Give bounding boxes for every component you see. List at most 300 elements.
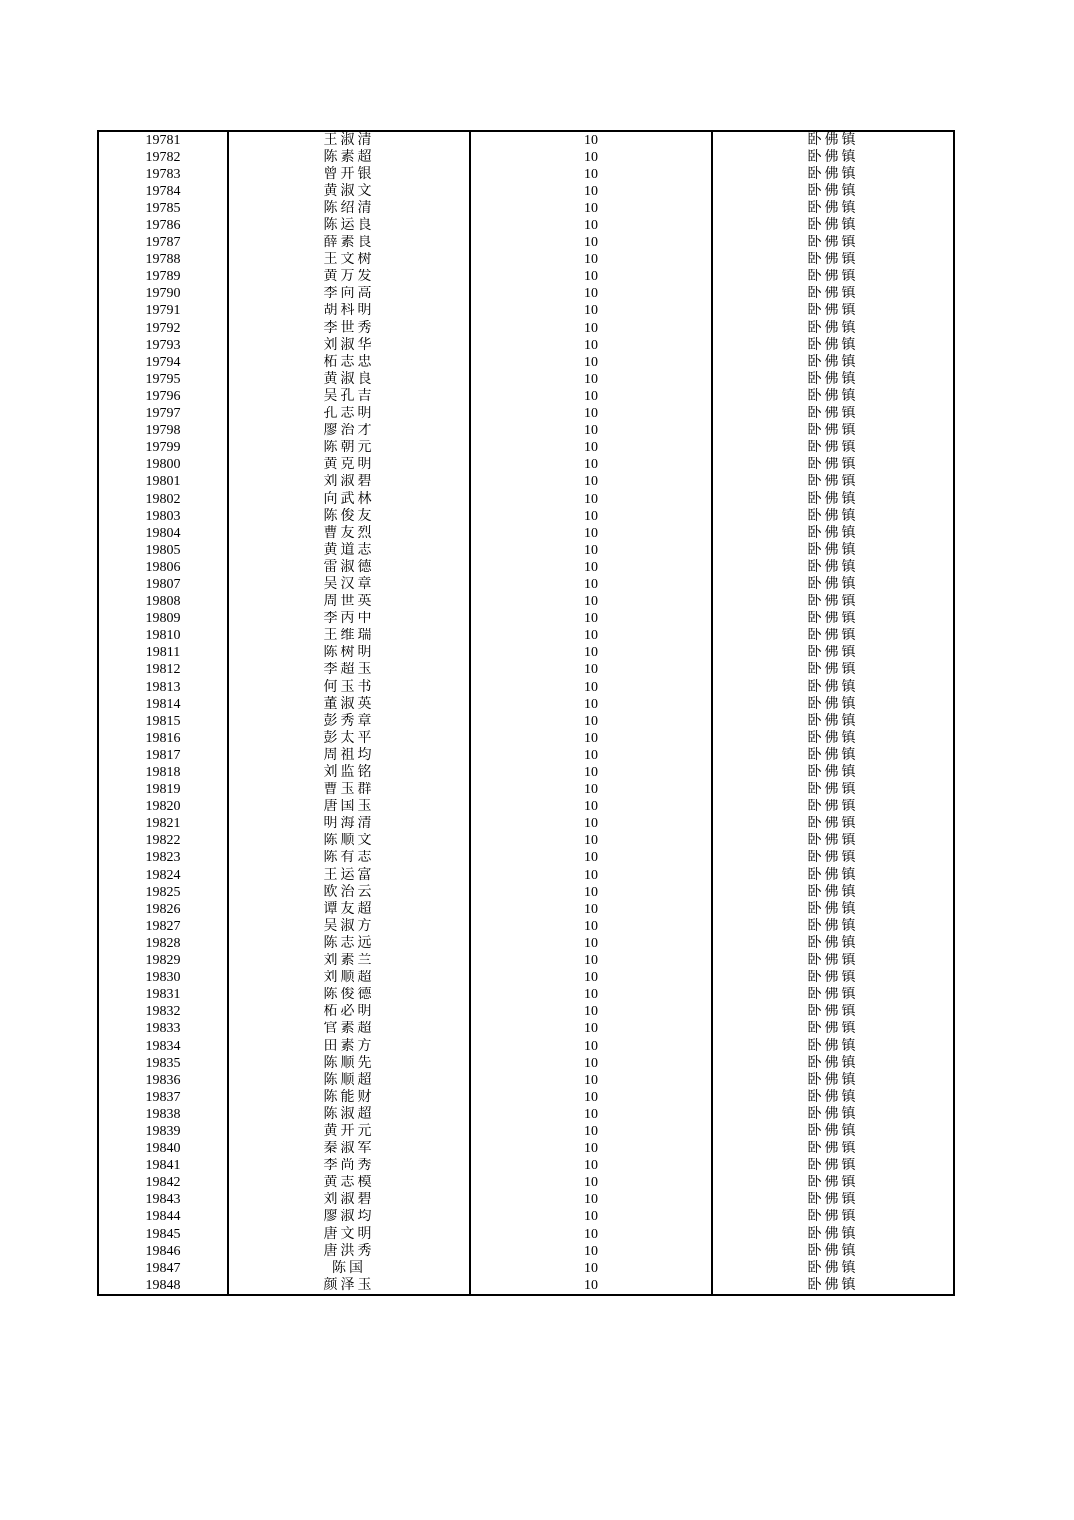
row-name-cell: 彭太平: [228, 730, 470, 747]
table-row: [98, 679, 954, 696]
row-name-cell: 胡科明: [228, 303, 470, 320]
row-id-cell: 19845: [98, 1226, 228, 1243]
row-amount-cell: 10: [470, 1226, 712, 1243]
table-row: [98, 611, 954, 628]
row-amount-cell: 10: [470, 474, 712, 491]
row-town-cell: 卧佛镇: [712, 542, 954, 559]
row-town-cell: 卧佛镇: [712, 1260, 954, 1277]
row-name-cell: 吴汉章: [228, 576, 470, 593]
row-id-cell: 19847: [98, 1260, 228, 1277]
row-town-cell: 卧佛镇: [712, 645, 954, 662]
row-town-cell: 卧佛镇: [712, 406, 954, 423]
row-id-cell: 19793: [98, 337, 228, 354]
row-name-cell: 雷淑德: [228, 559, 470, 576]
table-row: [98, 1055, 954, 1072]
row-id-cell: 19806: [98, 559, 228, 576]
row-town-cell: 卧佛镇: [712, 269, 954, 286]
row-name-cell: 陈顺先: [228, 1055, 470, 1072]
row-id-cell: 19823: [98, 850, 228, 867]
row-name-cell: 秦淑军: [228, 1141, 470, 1158]
table-row: [98, 406, 954, 423]
table-row: [98, 782, 954, 799]
row-amount-cell: 10: [470, 559, 712, 576]
row-name-cell: 谭友超: [228, 901, 470, 918]
row-name-cell: 李向高: [228, 286, 470, 303]
table-row: [98, 1226, 954, 1243]
table-row: [98, 1158, 954, 1175]
row-amount-cell: 10: [470, 611, 712, 628]
row-town-cell: 卧佛镇: [712, 337, 954, 354]
row-town-cell: 卧佛镇: [712, 200, 954, 217]
row-amount-cell: 10: [470, 935, 712, 952]
row-id-cell: 19835: [98, 1055, 228, 1072]
row-amount-cell: 10: [470, 1055, 712, 1072]
table-row: [98, 833, 954, 850]
row-id-cell: 19803: [98, 508, 228, 525]
row-name-cell: 陈志远: [228, 935, 470, 952]
table-row: [98, 662, 954, 679]
row-id-cell: 19805: [98, 542, 228, 559]
row-town-cell: 卧佛镇: [712, 953, 954, 970]
row-id-cell: 19790: [98, 286, 228, 303]
table-row: [98, 1123, 954, 1140]
row-id-cell: 19836: [98, 1072, 228, 1089]
row-amount-cell: 10: [470, 850, 712, 867]
row-id-cell: 19827: [98, 918, 228, 935]
row-name-cell: 黄克明: [228, 457, 470, 474]
table-row: [98, 816, 954, 833]
roster-sheet: [97, 130, 955, 1296]
row-name-cell: 李超玉: [228, 662, 470, 679]
row-id-cell: 19839: [98, 1123, 228, 1140]
table-row: [98, 371, 954, 388]
row-amount-cell: 10: [470, 252, 712, 269]
row-amount-cell: 10: [470, 525, 712, 542]
table-row: [98, 987, 954, 1004]
row-town-cell: 卧佛镇: [712, 611, 954, 628]
row-id-cell: 19818: [98, 764, 228, 781]
row-amount-cell: 10: [470, 645, 712, 662]
row-name-cell: 刘素兰: [228, 953, 470, 970]
table-row: [98, 1175, 954, 1192]
row-id-cell: 19840: [98, 1141, 228, 1158]
row-town-cell: 卧佛镇: [712, 935, 954, 952]
row-amount-cell: 10: [470, 576, 712, 593]
row-town-cell: 卧佛镇: [712, 782, 954, 799]
row-amount-cell: 10: [470, 1123, 712, 1140]
row-amount-cell: 10: [470, 1141, 712, 1158]
row-amount-cell: 10: [470, 1260, 712, 1277]
row-town-cell: 卧佛镇: [712, 303, 954, 320]
row-town-cell: 卧佛镇: [712, 987, 954, 1004]
row-id-cell: 19807: [98, 576, 228, 593]
row-id-cell: 19848: [98, 1277, 228, 1295]
table-row: [98, 799, 954, 816]
row-name-cell: 王文树: [228, 252, 470, 269]
row-name-cell: 黄淑良: [228, 371, 470, 388]
row-id-cell: 19830: [98, 970, 228, 987]
row-id-cell: 19829: [98, 953, 228, 970]
row-id-cell: 19816: [98, 730, 228, 747]
row-town-cell: 卧佛镇: [712, 1277, 954, 1295]
row-name-cell: 王淑清: [228, 131, 470, 149]
row-id-cell: 19796: [98, 388, 228, 405]
row-amount-cell: 10: [470, 491, 712, 508]
row-id-cell: 19783: [98, 166, 228, 183]
row-town-cell: 卧佛镇: [712, 286, 954, 303]
row-id-cell: 19812: [98, 662, 228, 679]
row-id-cell: 19819: [98, 782, 228, 799]
table-row: [98, 1192, 954, 1209]
row-name-cell: 陈顺文: [228, 833, 470, 850]
table-row: [98, 713, 954, 730]
table-row: [98, 559, 954, 576]
row-town-cell: 卧佛镇: [712, 662, 954, 679]
row-amount-cell: 10: [470, 440, 712, 457]
row-name-cell: 黄开元: [228, 1123, 470, 1140]
table-row: [98, 183, 954, 200]
table-row: [98, 542, 954, 559]
row-name-cell: 陈运良: [228, 217, 470, 234]
row-town-cell: 卧佛镇: [712, 1243, 954, 1260]
table-row: [98, 491, 954, 508]
row-id-cell: 19798: [98, 423, 228, 440]
row-town-cell: 卧佛镇: [712, 252, 954, 269]
row-amount-cell: 10: [470, 423, 712, 440]
table-row: [98, 1004, 954, 1021]
row-amount-cell: 10: [470, 269, 712, 286]
table-row: [98, 1209, 954, 1226]
table-row: [98, 235, 954, 252]
row-town-cell: 卧佛镇: [712, 816, 954, 833]
row-town-cell: 卧佛镇: [712, 628, 954, 645]
row-amount-cell: 10: [470, 764, 712, 781]
row-name-cell: 孔志明: [228, 406, 470, 423]
row-name-cell: 何玉书: [228, 679, 470, 696]
row-name-cell: 吴孔吉: [228, 388, 470, 405]
row-name-cell: 薛素良: [228, 235, 470, 252]
row-name-cell: 陈能财: [228, 1089, 470, 1106]
row-name-cell: 陈俊友: [228, 508, 470, 525]
table-row: [98, 457, 954, 474]
row-amount-cell: 10: [470, 833, 712, 850]
row-amount-cell: 10: [470, 884, 712, 901]
table-row: [98, 508, 954, 525]
row-town-cell: 卧佛镇: [712, 833, 954, 850]
row-name-cell: 黄万发: [228, 269, 470, 286]
row-name-cell: 刘淑碧: [228, 474, 470, 491]
roster-table: [97, 130, 955, 1296]
row-amount-cell: 10: [470, 970, 712, 987]
row-town-cell: 卧佛镇: [712, 1106, 954, 1123]
row-amount-cell: 10: [470, 406, 712, 423]
row-amount-cell: 10: [470, 1106, 712, 1123]
row-id-cell: 19834: [98, 1038, 228, 1055]
row-name-cell: 李尚秀: [228, 1158, 470, 1175]
row-town-cell: 卧佛镇: [712, 1226, 954, 1243]
row-town-cell: 卧佛镇: [712, 1021, 954, 1038]
row-id-cell: 19794: [98, 354, 228, 371]
row-amount-cell: 10: [470, 1038, 712, 1055]
row-amount-cell: 10: [470, 388, 712, 405]
row-name-cell: 唐文明: [228, 1226, 470, 1243]
table-row: [98, 252, 954, 269]
row-id-cell: 19828: [98, 935, 228, 952]
row-town-cell: 卧佛镇: [712, 457, 954, 474]
row-town-cell: 卧佛镇: [712, 131, 954, 149]
table-row: [98, 525, 954, 542]
row-name-cell: 刘顺超: [228, 970, 470, 987]
row-amount-cell: 10: [470, 696, 712, 713]
row-id-cell: 19782: [98, 149, 228, 166]
row-amount-cell: 10: [470, 747, 712, 764]
table-row: [98, 1277, 954, 1295]
row-name-cell: 周祖均: [228, 747, 470, 764]
row-name-cell: 刘监铭: [228, 764, 470, 781]
row-id-cell: 19785: [98, 200, 228, 217]
row-name-cell: 黄道志: [228, 542, 470, 559]
row-town-cell: 卧佛镇: [712, 867, 954, 884]
table-row: [98, 388, 954, 405]
row-amount-cell: 10: [470, 131, 712, 149]
row-name-cell: 李丙中: [228, 611, 470, 628]
row-id-cell: 19838: [98, 1106, 228, 1123]
row-id-cell: 19784: [98, 183, 228, 200]
row-name-cell: 廖治才: [228, 423, 470, 440]
row-id-cell: 19795: [98, 371, 228, 388]
row-town-cell: 卧佛镇: [712, 183, 954, 200]
row-town-cell: 卧佛镇: [712, 1123, 954, 1140]
row-id-cell: 19842: [98, 1175, 228, 1192]
row-amount-cell: 10: [470, 679, 712, 696]
row-id-cell: 19826: [98, 901, 228, 918]
row-amount-cell: 10: [470, 1158, 712, 1175]
row-name-cell: 吴淑方: [228, 918, 470, 935]
row-name-cell: 陈树明: [228, 645, 470, 662]
table-row: [98, 970, 954, 987]
row-amount-cell: 10: [470, 303, 712, 320]
row-name-cell: 颜泽玉: [228, 1277, 470, 1295]
row-town-cell: 卧佛镇: [712, 1072, 954, 1089]
row-amount-cell: 10: [470, 235, 712, 252]
row-id-cell: 19801: [98, 474, 228, 491]
row-name-cell: 王运富: [228, 867, 470, 884]
table-row: [98, 730, 954, 747]
row-amount-cell: 10: [470, 713, 712, 730]
row-town-cell: 卧佛镇: [712, 918, 954, 935]
row-amount-cell: 10: [470, 457, 712, 474]
row-amount-cell: 10: [470, 200, 712, 217]
row-id-cell: 19815: [98, 713, 228, 730]
row-amount-cell: 10: [470, 1192, 712, 1209]
row-id-cell: 19832: [98, 1004, 228, 1021]
row-name-cell: 刘淑华: [228, 337, 470, 354]
row-name-cell: 唐国玉: [228, 799, 470, 816]
row-id-cell: 19833: [98, 1021, 228, 1038]
row-id-cell: 19799: [98, 440, 228, 457]
row-town-cell: 卧佛镇: [712, 508, 954, 525]
row-amount-cell: 10: [470, 953, 712, 970]
row-name-cell: 柘必明: [228, 1004, 470, 1021]
table-row: [98, 850, 954, 867]
row-id-cell: 19786: [98, 217, 228, 234]
table-row: [98, 594, 954, 611]
table-row: [98, 884, 954, 901]
row-id-cell: 19820: [98, 799, 228, 816]
row-amount-cell: 10: [470, 1243, 712, 1260]
row-town-cell: 卧佛镇: [712, 423, 954, 440]
row-town-cell: 卧佛镇: [712, 1209, 954, 1226]
row-id-cell: 19831: [98, 987, 228, 1004]
row-name-cell: 陈素超: [228, 149, 470, 166]
row-town-cell: 卧佛镇: [712, 1055, 954, 1072]
row-name-cell: 明海清: [228, 816, 470, 833]
row-id-cell: 19813: [98, 679, 228, 696]
row-town-cell: 卧佛镇: [712, 474, 954, 491]
row-name-cell: 柘志忠: [228, 354, 470, 371]
row-name-cell: 董淑英: [228, 696, 470, 713]
row-id-cell: 19792: [98, 320, 228, 337]
table-row: [98, 1072, 954, 1089]
row-town-cell: 卧佛镇: [712, 1089, 954, 1106]
row-name-cell: 陈国: [228, 1260, 470, 1277]
row-amount-cell: 10: [470, 1277, 712, 1295]
row-name-cell: 曾开银: [228, 166, 470, 183]
row-town-cell: 卧佛镇: [712, 525, 954, 542]
row-name-cell: 陈绍清: [228, 200, 470, 217]
row-id-cell: 19841: [98, 1158, 228, 1175]
table-row: [98, 867, 954, 884]
table-row: [98, 337, 954, 354]
table-row: [98, 1038, 954, 1055]
row-amount-cell: 10: [470, 183, 712, 200]
row-town-cell: 卧佛镇: [712, 149, 954, 166]
row-amount-cell: 10: [470, 149, 712, 166]
row-town-cell: 卧佛镇: [712, 884, 954, 901]
row-amount-cell: 10: [470, 987, 712, 1004]
row-id-cell: 19808: [98, 594, 228, 611]
row-town-cell: 卧佛镇: [712, 1038, 954, 1055]
row-id-cell: 19787: [98, 235, 228, 252]
row-name-cell: 李世秀: [228, 320, 470, 337]
table-row: [98, 320, 954, 337]
row-amount-cell: 10: [470, 782, 712, 799]
row-name-cell: 黄志模: [228, 1175, 470, 1192]
row-id-cell: 19814: [98, 696, 228, 713]
row-amount-cell: 10: [470, 1004, 712, 1021]
row-name-cell: 周世英: [228, 594, 470, 611]
table-row: [98, 166, 954, 183]
row-id-cell: 19791: [98, 303, 228, 320]
row-name-cell: 田素方: [228, 1038, 470, 1055]
row-town-cell: 卧佛镇: [712, 1175, 954, 1192]
row-amount-cell: 10: [470, 918, 712, 935]
row-town-cell: 卧佛镇: [712, 166, 954, 183]
table-row: [98, 286, 954, 303]
row-town-cell: 卧佛镇: [712, 594, 954, 611]
row-amount-cell: 10: [470, 799, 712, 816]
row-amount-cell: 10: [470, 508, 712, 525]
row-id-cell: 19824: [98, 867, 228, 884]
row-name-cell: 曹玉群: [228, 782, 470, 799]
row-amount-cell: 10: [470, 1072, 712, 1089]
row-amount-cell: 10: [470, 371, 712, 388]
row-town-cell: 卧佛镇: [712, 559, 954, 576]
table-row: [98, 440, 954, 457]
row-amount-cell: 10: [470, 867, 712, 884]
table-row: [98, 935, 954, 952]
row-id-cell: 19802: [98, 491, 228, 508]
row-town-cell: 卧佛镇: [712, 696, 954, 713]
row-id-cell: 19789: [98, 269, 228, 286]
row-town-cell: 卧佛镇: [712, 1192, 954, 1209]
row-amount-cell: 10: [470, 354, 712, 371]
row-id-cell: 19843: [98, 1192, 228, 1209]
row-name-cell: 彭秀章: [228, 713, 470, 730]
table-row: [98, 217, 954, 234]
table-row: [98, 303, 954, 320]
row-town-cell: 卧佛镇: [712, 320, 954, 337]
row-id-cell: 19781: [98, 131, 228, 149]
row-name-cell: 陈有志: [228, 850, 470, 867]
table-row: [98, 764, 954, 781]
table-row: [98, 576, 954, 593]
row-name-cell: 王维瑞: [228, 628, 470, 645]
table-row: [98, 747, 954, 764]
row-town-cell: 卧佛镇: [712, 576, 954, 593]
table-row: [98, 149, 954, 166]
row-amount-cell: 10: [470, 1175, 712, 1192]
table-row: [98, 269, 954, 286]
row-id-cell: 19837: [98, 1089, 228, 1106]
row-name-cell: 欧治云: [228, 884, 470, 901]
table-row: [98, 1089, 954, 1106]
row-name-cell: 官素超: [228, 1021, 470, 1038]
row-id-cell: 19811: [98, 645, 228, 662]
row-name-cell: 陈淑超: [228, 1106, 470, 1123]
row-name-cell: 陈朝元: [228, 440, 470, 457]
row-town-cell: 卧佛镇: [712, 970, 954, 987]
row-amount-cell: 10: [470, 286, 712, 303]
table-row: [98, 696, 954, 713]
row-id-cell: 19844: [98, 1209, 228, 1226]
row-name-cell: 刘淑碧: [228, 1192, 470, 1209]
row-name-cell: 向武林: [228, 491, 470, 508]
table-row: [98, 1243, 954, 1260]
table-row: [98, 200, 954, 217]
roster-body: [98, 131, 954, 1295]
row-id-cell: 19788: [98, 252, 228, 269]
table-row: [98, 1141, 954, 1158]
row-town-cell: 卧佛镇: [712, 730, 954, 747]
row-amount-cell: 10: [470, 901, 712, 918]
row-amount-cell: 10: [470, 166, 712, 183]
table-row: [98, 1021, 954, 1038]
row-amount-cell: 10: [470, 1209, 712, 1226]
row-town-cell: 卧佛镇: [712, 354, 954, 371]
row-id-cell: 19809: [98, 611, 228, 628]
row-amount-cell: 10: [470, 320, 712, 337]
row-town-cell: 卧佛镇: [712, 679, 954, 696]
row-id-cell: 19804: [98, 525, 228, 542]
row-town-cell: 卧佛镇: [712, 713, 954, 730]
row-amount-cell: 10: [470, 628, 712, 645]
table-row: [98, 354, 954, 371]
row-id-cell: 19821: [98, 816, 228, 833]
row-town-cell: 卧佛镇: [712, 901, 954, 918]
row-amount-cell: 10: [470, 730, 712, 747]
row-name-cell: 唐洪秀: [228, 1243, 470, 1260]
